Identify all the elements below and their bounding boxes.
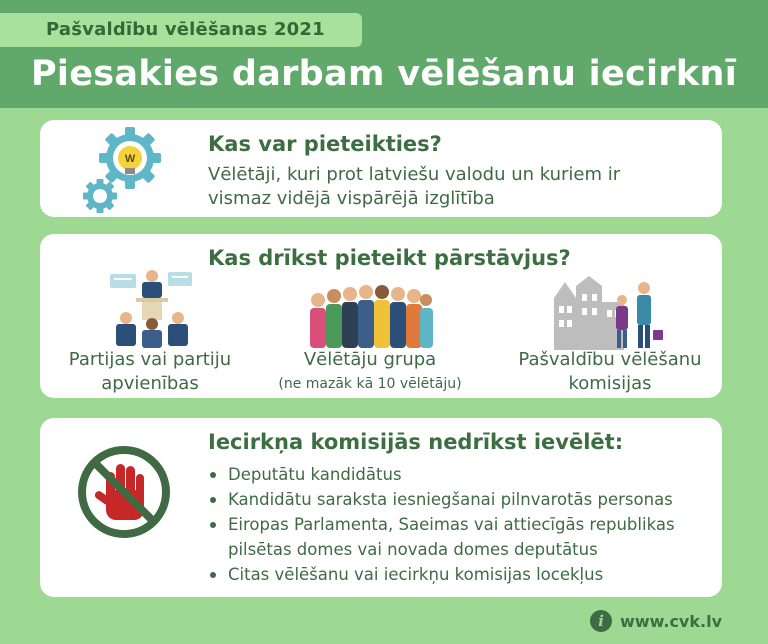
col3-line2: komisijas bbox=[568, 373, 652, 394]
col1-line1: Partijas vai partiju bbox=[68, 349, 232, 370]
info-icon: i bbox=[590, 610, 612, 632]
footer bbox=[590, 610, 722, 632]
card2-title: Kas drīkst pieteikt pārstāvjus? bbox=[208, 246, 571, 270]
card3-title: Iecirkņa komisijās nedrīkst ievēlēt: bbox=[208, 430, 624, 454]
col3-label bbox=[500, 348, 720, 396]
col3-line1: Pašvaldību vēlēšanu bbox=[518, 349, 702, 370]
list-item: Kandidātu saraksta iesniegšanai pilnvarotās personas bbox=[208, 487, 675, 512]
footer-url[interactable]: www.cvk.lv bbox=[620, 611, 722, 631]
list-item: Citas vēlēšanu vai iecirkņu komisijas locekļus bbox=[208, 562, 675, 587]
stop-hand-icon bbox=[76, 444, 172, 540]
list-item-continuation: pilsētas domes vai novada domes deputātus bbox=[228, 540, 598, 559]
municipal-commission-illustration bbox=[552, 276, 666, 350]
col2-label bbox=[270, 348, 470, 396]
card1-line1: Vēlētāji, kuri prot latviešu valodu un kuriem ir bbox=[208, 164, 621, 185]
gears-lightbulb-icon bbox=[80, 126, 168, 214]
card1-title: Kas var pieteikties? bbox=[208, 132, 442, 156]
list-item: Eiropas Parlamenta, Saeimas vai attiecīgās republikas bbox=[208, 512, 675, 537]
card-who-can-apply bbox=[40, 120, 722, 217]
list-item: Deputātu kandidātus bbox=[208, 462, 675, 487]
card1-line2: vismaz vidējā vispārējā izglītība bbox=[208, 188, 495, 209]
voter-group-illustration bbox=[308, 284, 434, 350]
election-tag: Pašvaldību vēlēšanas 2021 bbox=[0, 13, 362, 47]
card-cannot-elect bbox=[40, 418, 722, 597]
col2-line1: Vēlētāju grupa bbox=[303, 349, 437, 370]
party-speaker-illustration bbox=[106, 268, 198, 348]
page-title: Piesakies darbam vēlēšanu iecirknī bbox=[30, 54, 737, 94]
card-who-can-nominate bbox=[40, 234, 722, 398]
restriction-list bbox=[208, 462, 675, 587]
bulb-letter: W bbox=[124, 153, 136, 165]
col2-sub: (ne mazāk kā 10 vēlētāju) bbox=[278, 376, 462, 392]
col1-label bbox=[50, 348, 250, 396]
col1-line2: apvienības bbox=[101, 373, 199, 394]
